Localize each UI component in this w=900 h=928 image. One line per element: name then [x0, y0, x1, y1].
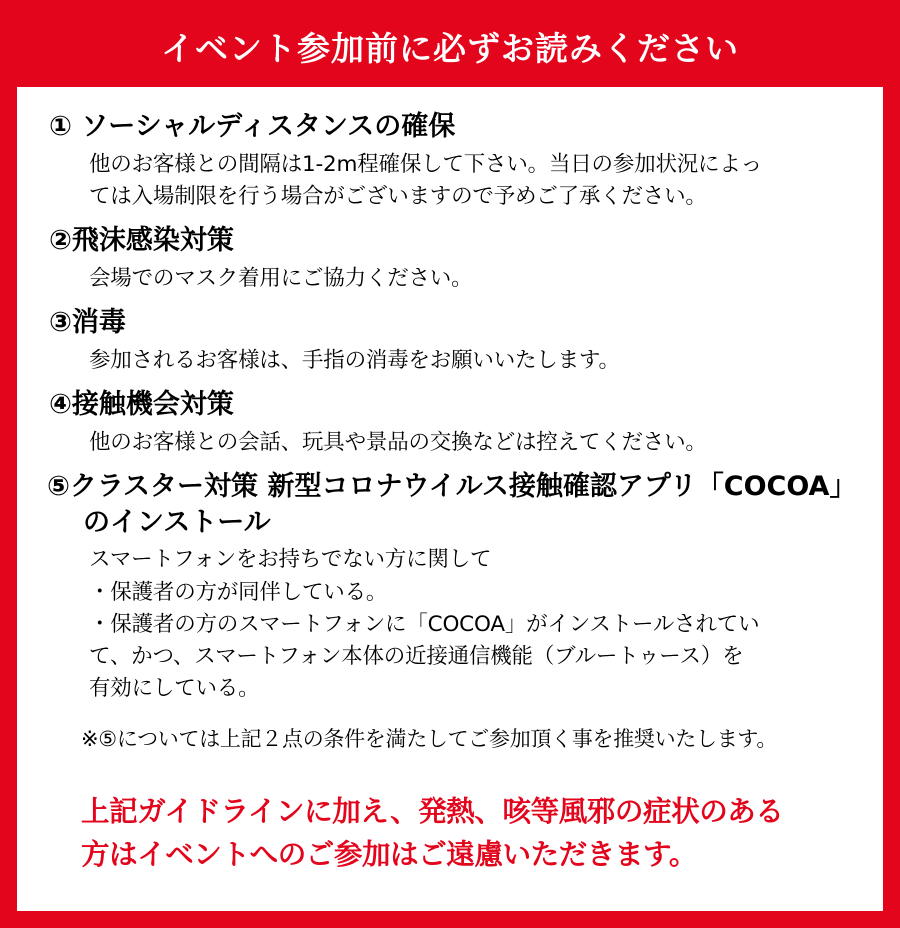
guideline-item-1-body-line-1: 他のお客様との間隔は1-2m程確保して下さい。当日の参加状況によっ — [89, 151, 762, 177]
guideline-item-5-body-line-2: ・保護者の方が同伴している。 — [89, 579, 388, 605]
guideline-item-5-body-line-3: ・保護者の方のスマートフォンに「COCOA」がインストールされてい — [89, 611, 760, 637]
guideline-item-3-body-line-1: 参加されるお客様は、手指の消毒をお願いいたします。 — [89, 347, 620, 373]
guideline-item-5-body-line-4: て、かつ、スマートフォン本体の近接通信機能（ブルートゥース）を — [89, 644, 744, 670]
guideline-item-5-heading: ⑤クラスター対策 新型コロナウイルス接触確認アプリ「COCOA」のインストール — [47, 471, 843, 538]
guideline-item-1-body — [47, 149, 853, 214]
guideline-footer-message — [47, 791, 853, 877]
guideline-item-5-body-line-5: 有効にしている。 — [89, 676, 260, 702]
guideline-item-2 — [47, 223, 853, 295]
poster-title: イベント参加前に必ずお読みください — [17, 17, 883, 87]
poster-content — [17, 87, 883, 876]
guideline-item-1-heading: ① ソーシャルディスタンスの確保 — [49, 111, 456, 143]
guideline-item-4-body — [47, 427, 853, 459]
guideline-item-3-heading: ③消毒 — [49, 307, 126, 339]
guideline-item-3-body — [47, 345, 853, 377]
guideline-item-1 — [47, 109, 853, 213]
guideline-item-4-heading: ④接触機会対策 — [49, 389, 234, 421]
guideline-item-5-body-line-1: スマートフォンをお持ちでない方に関して — [89, 547, 492, 573]
guideline-footer-line-2: 方はイベントへのご参加はご遠慮いただきます。 — [81, 837, 697, 871]
guideline-item-3 — [47, 305, 853, 377]
guideline-item-4-body-line-1: 他のお客様との会話、玩具や景品の交換などは控えてください。 — [89, 429, 707, 455]
guideline-item-4 — [47, 387, 853, 459]
guideline-item-2-heading: ②飛沫感染対策 — [49, 225, 234, 257]
guideline-item-5-body — [47, 544, 853, 705]
guideline-item-5 — [47, 469, 853, 706]
guideline-item-1-body-line-2: ては入場制限を行う場合がございますので予めご了承ください。 — [89, 184, 707, 210]
guideline-footer-line-1: 上記ガイドラインに加え、発熱、咳等風邪の症状のある — [81, 795, 784, 829]
guideline-item-2-body-line-1: 会場でのマスク着用にご協力ください。 — [89, 266, 473, 292]
guideline-note: ※⑤については上記２点の条件を満たしてご参加頂く事を推奨いたします。 — [81, 726, 778, 751]
guideline-item-2-body — [47, 263, 853, 295]
